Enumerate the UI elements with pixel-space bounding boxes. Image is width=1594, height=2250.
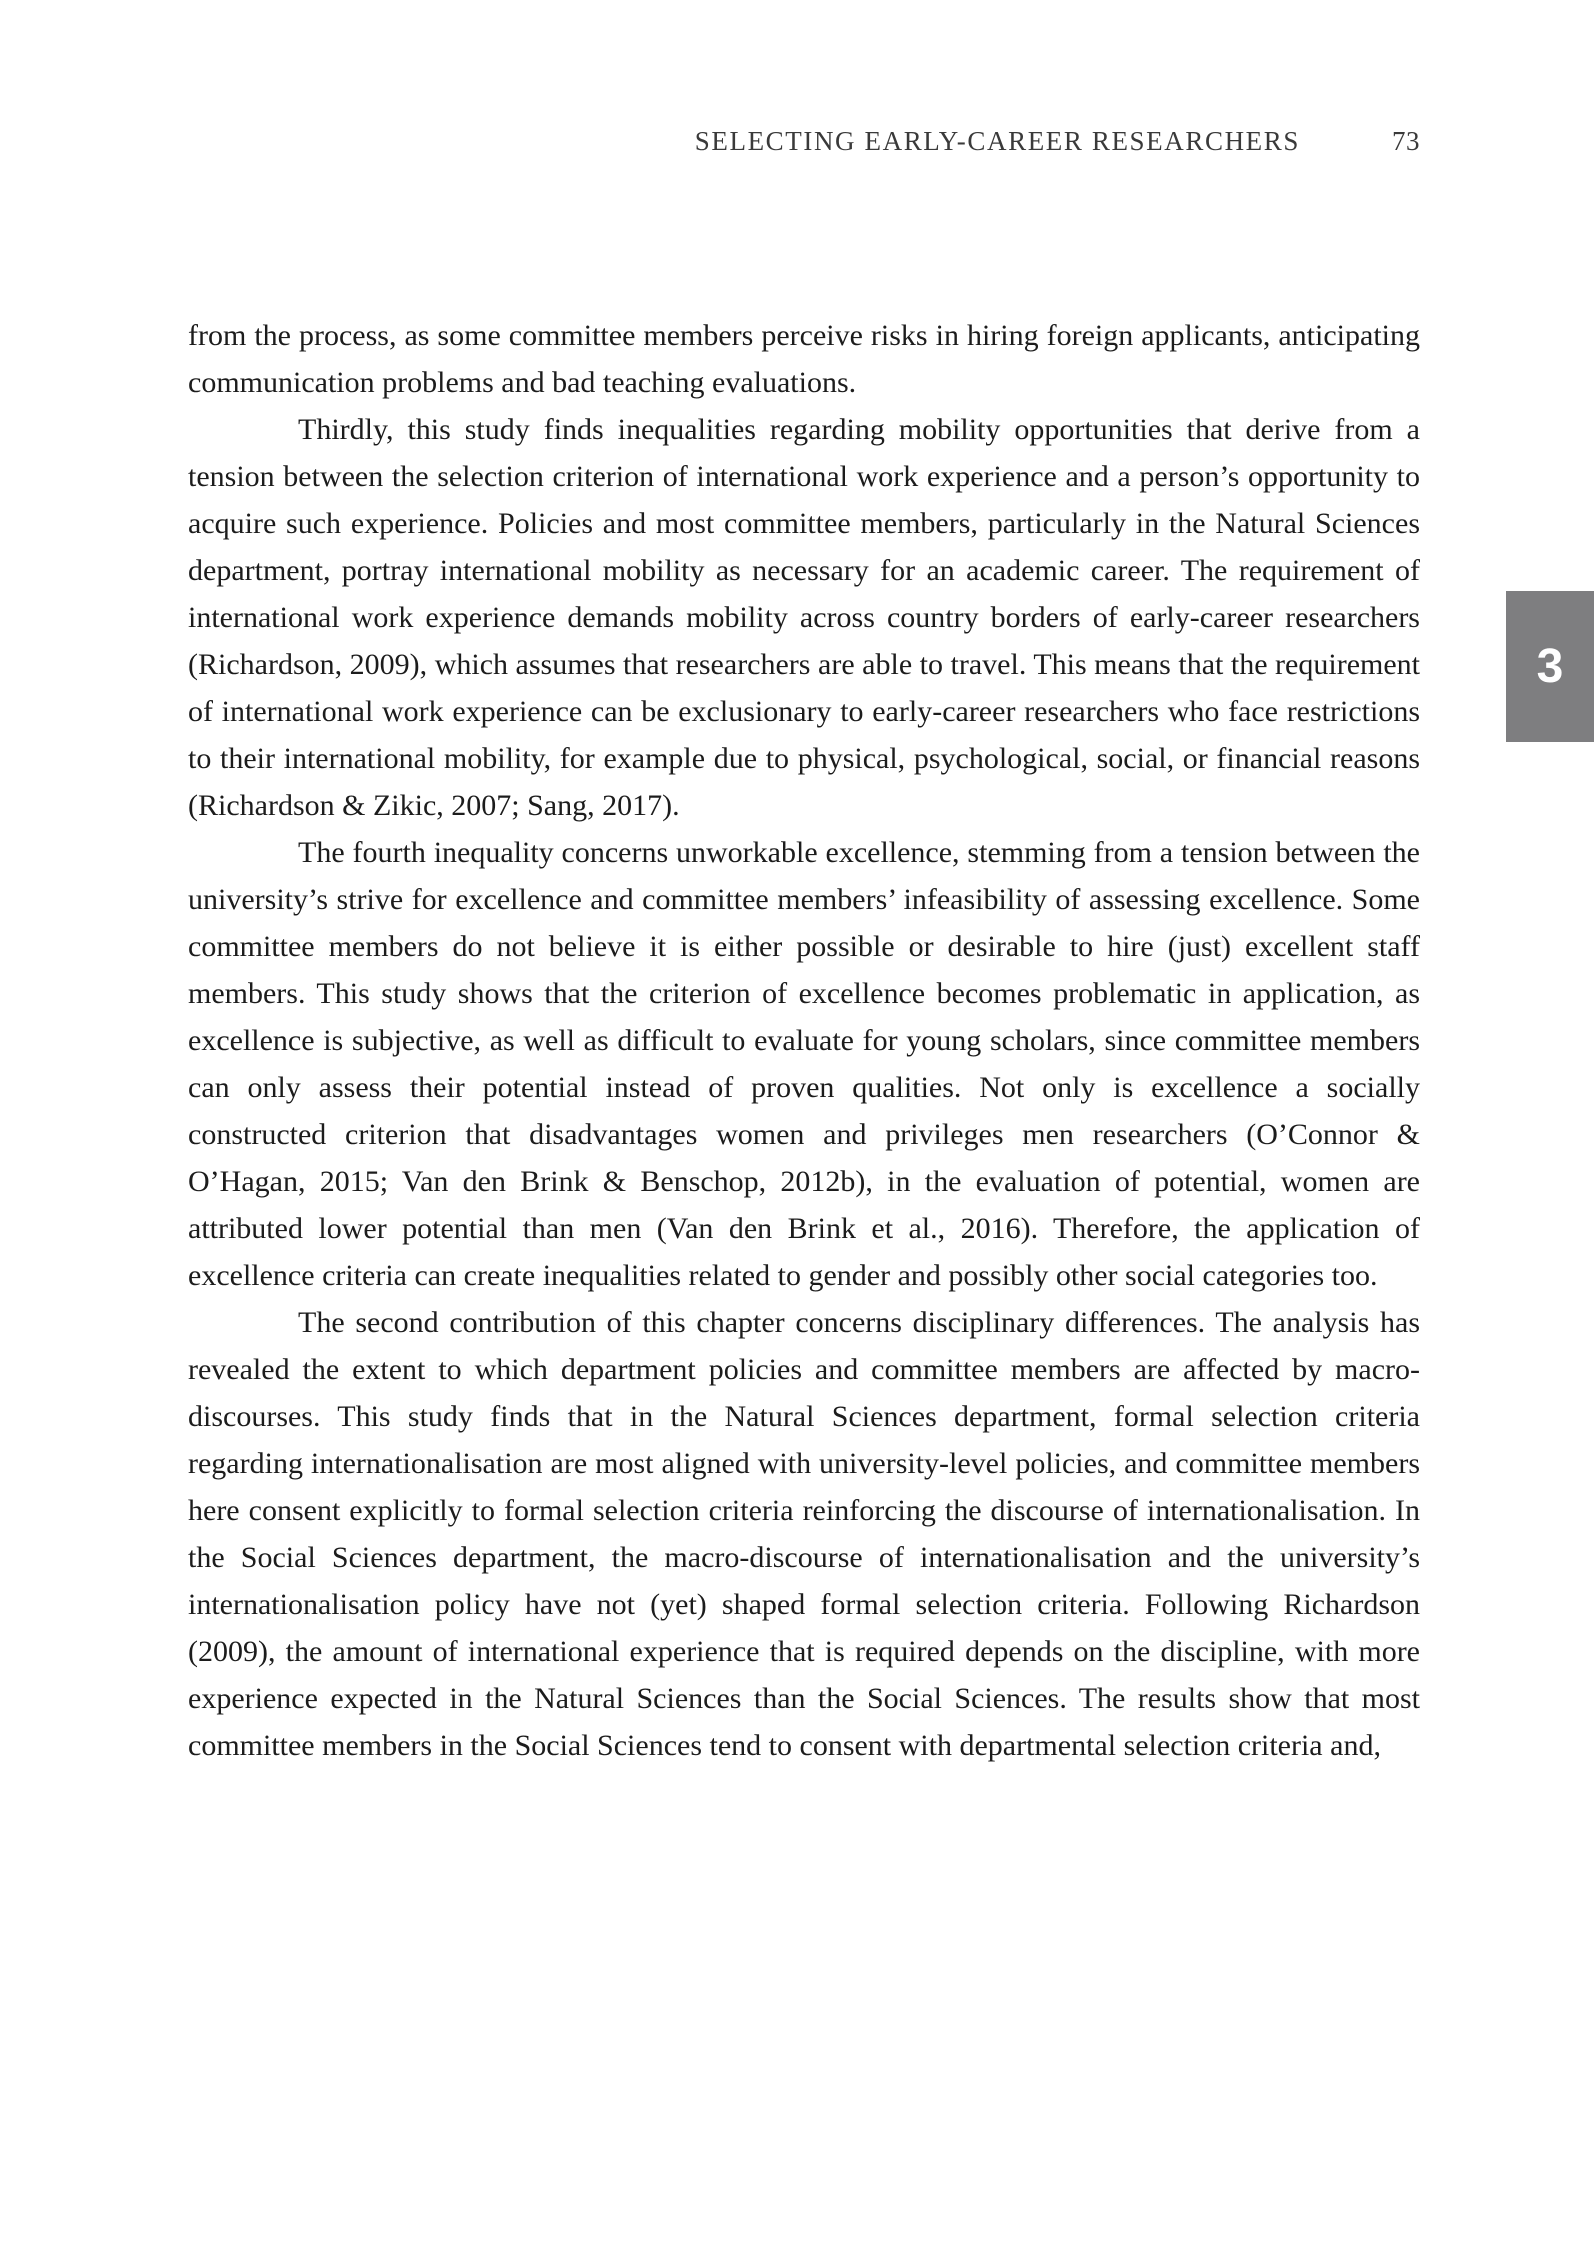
body-text <box>188 312 1420 1769</box>
chapter-number: 3 <box>1536 640 1564 693</box>
paragraph: The second contribution of this chapter concerns disciplinary differences. The analysis has revealed the extent to which department policies and committee members are affected by macro-discourses. This study finds that in the Natural Sciences department, formal selection criteria regarding internationalisation are most aligned with university-level policies, and committee members here consent explicitly to formal selection criteria reinforcing the discourse of internationalisation. In the Social Sciences department, the macro-discourse of internationalisation and the university’s internationalisation policy have not (yet) shaped formal selection criteria. Following Richardson (2009), the amount of international experience that is required depends on the discipline, with more experience expected in the Natural Sciences than the Social Sciences. The results show that most committee members in the Social Sciences tend to consent with departmental selection criteria and, <box>188 1306 1420 1762</box>
page-number: 73 <box>1392 126 1420 156</box>
chapter-tab <box>1506 591 1594 742</box>
running-title: SELECTING EARLY-CAREER RESEARCHERS <box>694 126 1300 156</box>
paragraph: The fourth inequality concerns unworkable excellence, stemming from a tension between the university’s strive for excellence and committee members’ infeasibility of assessing excellence. Some committee members do not believe it is either possible or desirable to hire (just) excellent staff members. This study shows that the criterion of excellence becomes problematic in application, as excellence is subjective, as well as difficult to evaluate for young scholars, since committee members can only assess their potential instead of proven qualities. Not only is excellence a socially constructed criterion that disadvantages women and privileges men researchers (O’Connor & O’Hagan, 2015; Van den Brink & Benschop, 2012b), in the evaluation of potential, women are attributed lower potential than men (Van den Brink et al., 2016). Therefore, the application of excellence criteria can create inequalities related to gender and possibly other social categories too. <box>188 836 1420 1292</box>
paragraph: Thirdly, this study finds inequalities regarding mobility opportunities that derive from a tension between the selection criterion of international work experience and a person’s opportunity to acquire such experience. Policies and most committee members, particularly in the Natural Sciences department, portray international mobility as necessary for an academic career. The requirement of international work experience demands mobility across country borders of early-career researchers (Richardson, 2009), which assumes that researchers are able to travel. This means that the requirement of international work experience can be exclusionary to early-career researchers who face restrictions to their international mobility, for example due to physical, psychological, social, or financial reasons (Richardson & Zikic, 2007; Sang, 2017). <box>188 413 1420 822</box>
paragraph: from the process, as some committee members perceive risks in hiring foreign applicants, anticipating communication problems and bad teaching evaluations. <box>188 319 1420 399</box>
running-header <box>188 126 1420 157</box>
